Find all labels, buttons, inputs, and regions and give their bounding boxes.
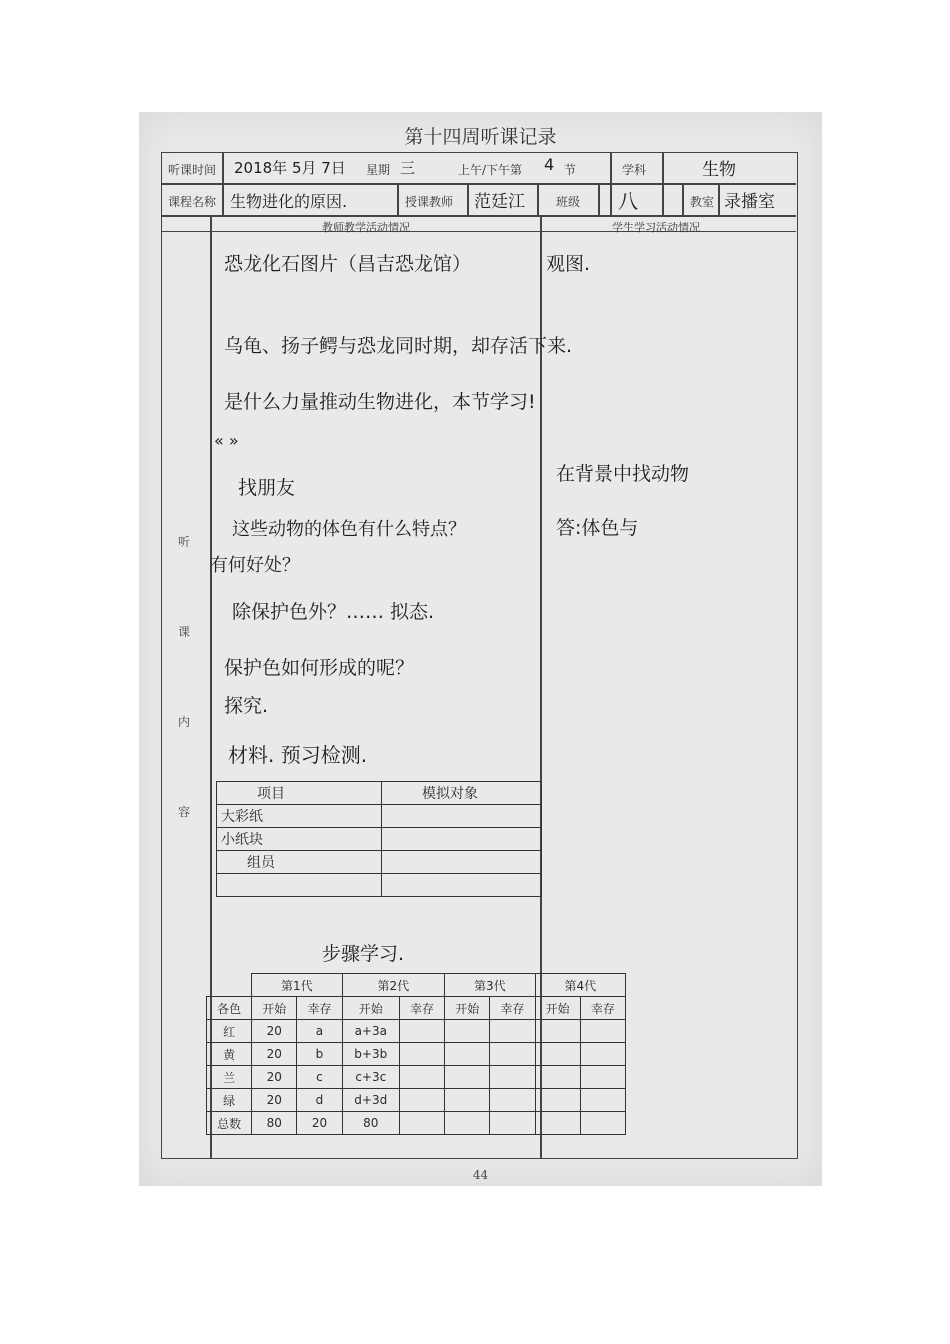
materials-cell [382,828,542,851]
gen-cell [535,1043,580,1066]
page-title: 第十四周听课记录 [404,126,557,148]
gen-cell: a [297,1020,342,1043]
materials-cell [382,851,542,874]
generation-table [206,973,626,1135]
materials-cell [217,874,382,897]
gen-subheader: 幸存 [399,997,444,1020]
gen-subheader: 开始 [252,997,297,1020]
gen-subheader: 幸存 [297,997,342,1020]
gen-cell [399,1020,444,1043]
teacher-column-header: 教师教学活动情况 [322,221,410,234]
record-form [161,152,798,1159]
steps-label: 步骤学习. [322,943,405,965]
gen-cell: 20 [252,1020,297,1043]
gen-cell [399,1066,444,1089]
materials-cell: 大彩纸 [217,805,382,828]
teacher-note-4: « » [214,431,239,450]
subject-label: 学科 [622,163,647,177]
teacher-note-6: 这些动物的体色有什么特点？ [232,519,466,540]
side-label-3: 内 [178,715,191,729]
gen-cell: 20 [252,1066,297,1089]
teacher-note-5: 找朋友 [238,477,296,499]
gen-cell [580,1043,625,1066]
teacher-note-1: 恐龙化石图片（昌吉恐龙馆） [224,253,472,275]
gen-cell [490,1043,535,1066]
side-label-1: 听 [178,535,191,549]
time-label: 听课时间 [168,163,217,177]
table-row [207,1066,626,1089]
period-value: 4 [544,155,555,174]
teacher-note-7: 有何好处？ [210,555,300,576]
generation-header: 第1代 [252,974,342,997]
period-suffix: 节 [564,163,577,177]
page-number: 44 [472,1168,489,1182]
gen-cell: b [297,1043,342,1066]
gen-cell: 20 [297,1112,342,1135]
gen-subheader: 开始 [535,997,580,1020]
table-row [207,1112,626,1135]
gen-cell: 80 [342,1112,399,1135]
gen-cell: 红 [207,1020,252,1043]
time-value: 2018年 5月 7日 [234,159,346,177]
course-value: 生物进化的原因. [230,192,348,211]
gen-cell [490,1112,535,1135]
gen-cell [399,1089,444,1112]
materials-cell [382,874,542,897]
class-value: 八 [618,189,638,213]
teacher-note-9: 保护色如何形成的呢？ [224,657,415,679]
materials-cell [382,805,542,828]
teacher-note-2: 乌龟、扬子鳄与恐龙同时期，却存活下来. [224,335,573,357]
gen-cell [445,1043,490,1066]
table-row [207,1020,626,1043]
materials-header-target: 模拟对象 [382,782,542,805]
side-label-2: 课 [178,625,191,639]
teacher-label: 授课教师 [405,195,454,209]
teacher-note-3: 是什么力量推动生物进化，本节学习! [224,391,536,413]
table-row [207,1043,626,1066]
generation-header: 第3代 [445,974,535,997]
gen-cell: 80 [252,1112,297,1135]
document-photo [139,112,822,1186]
gen-cell [445,1020,490,1043]
gen-cell [399,1112,444,1135]
weekday-value: 三 [400,159,416,177]
gen-cell [535,1020,580,1043]
gen-cell [535,1066,580,1089]
gen-cell: 黄 [207,1043,252,1066]
gen-cell [535,1112,580,1135]
gen-cell: d+3d [342,1089,399,1112]
gen-cell [490,1089,535,1112]
gen-cell [580,1112,625,1135]
subject-value: 生物 [702,160,736,180]
generation-header: 第2代 [342,974,445,997]
student-note-3: 答:体色与 [556,517,639,539]
period-label: 上午/下午第 [458,163,523,177]
materials-cell: 组员 [217,851,382,874]
gen-cell [580,1020,625,1043]
gen-cell: 绿 [207,1089,252,1112]
class-label: 班级 [556,195,581,209]
gen-cell: 20 [252,1043,297,1066]
gen-subheader: 各色 [207,997,252,1020]
gen-subheader: 开始 [445,997,490,1020]
gen-cell: c+3c [342,1066,399,1089]
teacher-note-11: 材料. 预习检测. [228,743,368,767]
table-row [207,1089,626,1112]
room-value: 录播室 [724,192,775,212]
gen-cell [445,1089,490,1112]
weekday-label: 星期 [366,163,391,177]
materials-cell: 小纸块 [217,828,382,851]
materials-table [216,781,542,897]
gen-cell: 兰 [207,1066,252,1089]
side-label-4: 容 [178,805,191,819]
gen-cell: 总数 [207,1112,252,1135]
gen-cell [445,1112,490,1135]
course-label: 课程名称 [168,195,217,209]
gen-subheader: 幸存 [490,997,535,1020]
gen-cell: 20 [252,1089,297,1112]
student-note-2: 在背景中找动物 [556,463,690,485]
gen-cell: d [297,1089,342,1112]
student-note-1: 观图. [546,253,591,275]
gen-cell [580,1066,625,1089]
teacher-note-8: 除保护色外？…… 拟态. [232,601,435,623]
gen-subheader: 开始 [342,997,399,1020]
student-column-header: 学生学习活动情况 [612,221,700,234]
gen-subheader: 幸存 [580,997,625,1020]
gen-cell: c [297,1066,342,1089]
teacher-note-10: 探究. [224,695,269,717]
gen-cell [399,1043,444,1066]
gen-cell [490,1020,535,1043]
gen-cell [535,1089,580,1112]
generation-header: 第4代 [535,974,625,997]
materials-header-item: 项目 [217,782,382,805]
gen-cell [445,1066,490,1089]
teacher-value: 范廷江 [474,192,525,212]
gen-cell [490,1066,535,1089]
gen-cell [580,1089,625,1112]
gen-cell: b+3b [342,1043,399,1066]
gen-cell: a+3a [342,1020,399,1043]
room-label: 教室 [690,195,715,209]
